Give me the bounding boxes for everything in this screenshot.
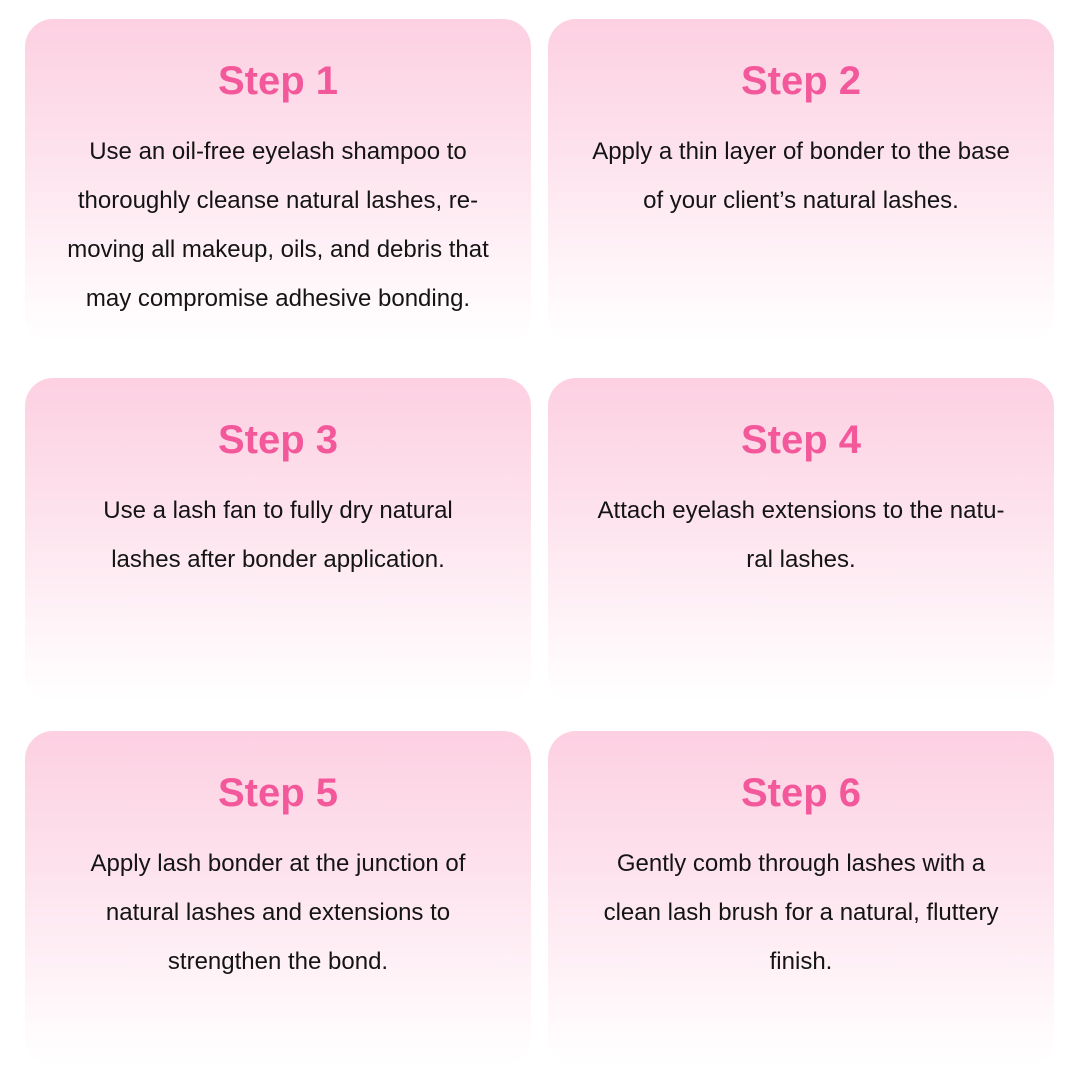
step-line: Apply a thin layer of bonder to the base <box>592 138 1010 165</box>
step-line: moving all makeup, oils, and debris that <box>67 236 489 263</box>
step-line: lashes after bonder application. <box>111 546 445 573</box>
step-description <box>41 839 515 986</box>
step-description <box>41 486 515 584</box>
step-card-5 <box>25 731 531 1066</box>
step-line: clean lash brush for a natural, fluttery <box>603 899 999 926</box>
step-title: Step 5 <box>217 771 339 815</box>
step-line: finish. <box>769 948 833 975</box>
step-line: Apply lash bonder at the junction of <box>90 850 466 877</box>
step-title: Step 1 <box>217 59 339 103</box>
step-line: strengthen the bond. <box>167 948 389 975</box>
step-description <box>564 127 1038 225</box>
step-card-6 <box>548 731 1054 1066</box>
step-title: Step 3 <box>217 418 339 462</box>
step-description <box>41 127 515 323</box>
step-line: natural lashes and extensions to <box>105 899 451 926</box>
step-line: thoroughly cleanse natural lashes, re- <box>77 187 479 214</box>
step-line: may compromise adhesive bonding. <box>85 285 471 312</box>
step-description <box>564 486 1038 584</box>
step-card-3 <box>25 378 531 703</box>
step-card-2 <box>548 19 1054 344</box>
step-line: of your client’s natural lashes. <box>643 187 959 214</box>
step-title: Step 4 <box>740 418 862 462</box>
step-title: Step 2 <box>740 59 862 103</box>
step-card-4 <box>548 378 1054 703</box>
step-line: Use an oil-free eyelash shampoo to <box>89 138 467 165</box>
step-line: Attach eyelash extensions to the natu- <box>597 497 1005 524</box>
step-line: Use a lash fan to fully dry natural <box>103 497 453 524</box>
step-card-1 <box>25 19 531 344</box>
step-title: Step 6 <box>740 771 862 815</box>
step-line: Gently comb through lashes with a <box>616 850 986 877</box>
step-description <box>564 839 1038 986</box>
step-line: ral lashes. <box>746 546 856 573</box>
